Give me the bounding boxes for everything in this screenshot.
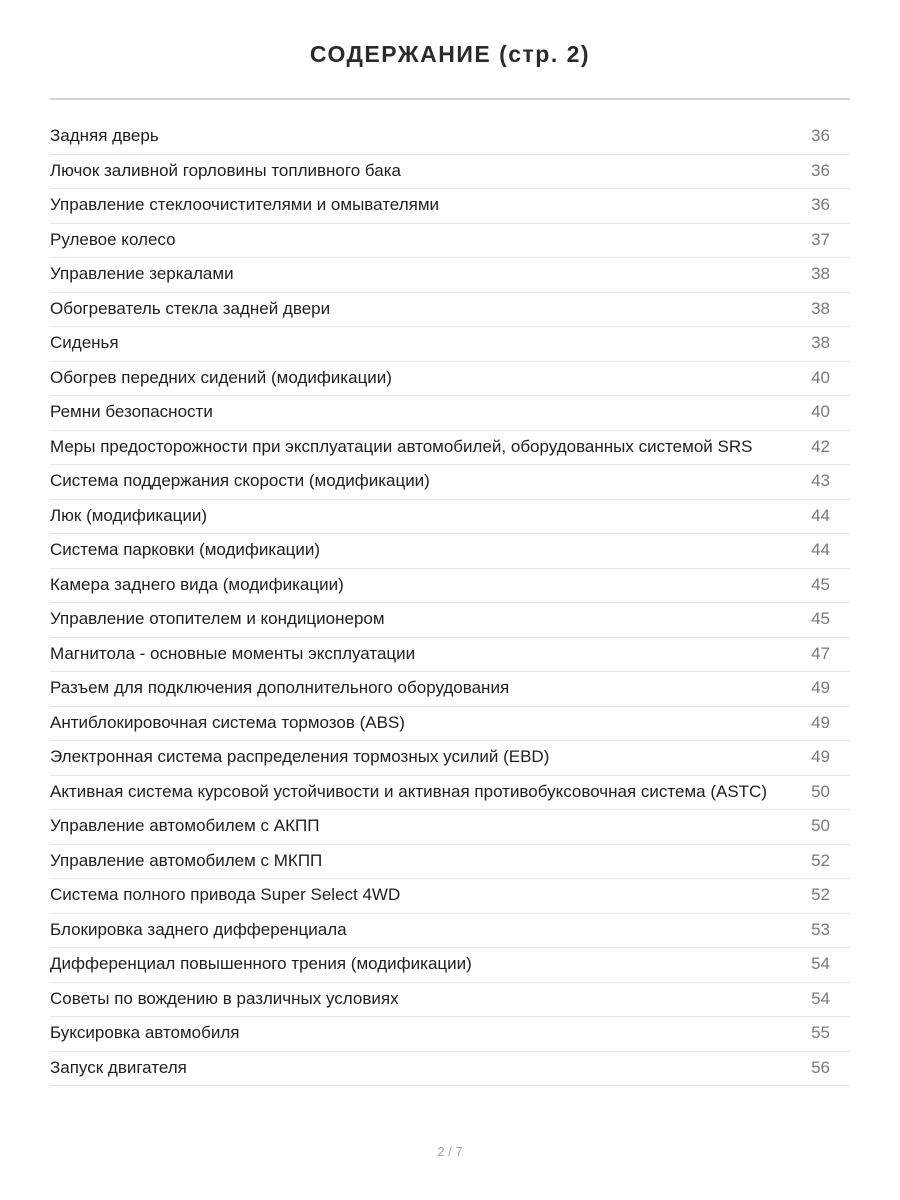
toc-list bbox=[50, 120, 850, 1086]
toc-entry[interactable] bbox=[50, 362, 850, 397]
toc-entry[interactable] bbox=[50, 1017, 850, 1052]
toc-entry-title: Управление стеклоочистителями и омывателями bbox=[50, 195, 439, 214]
toc-entry[interactable] bbox=[50, 879, 850, 914]
toc-entry-title: Камера заднего вида (модификации) bbox=[50, 574, 344, 594]
toc-entry-page-number: 53 bbox=[811, 919, 830, 939]
toc-entry[interactable] bbox=[50, 396, 850, 431]
toc-entry[interactable] bbox=[50, 534, 850, 569]
toc-entry-page-number: 50 bbox=[811, 781, 830, 801]
toc-entry[interactable] bbox=[50, 741, 850, 776]
toc-entry[interactable] bbox=[50, 155, 850, 190]
toc-entry-title: Система полного привода Super Select 4WD bbox=[50, 885, 401, 904]
toc-entry-title: Антиблокировочная система тормозов (ABS) bbox=[50, 712, 405, 732]
toc-entry-page-number: 38 bbox=[811, 333, 830, 352]
toc-entry-title: Система парковки (модификации) bbox=[50, 540, 321, 559]
title-divider bbox=[50, 98, 850, 100]
toc-entry-title: Магнитола - основные моменты эксплуатации bbox=[50, 643, 416, 663]
toc-entry-page-number: 49 bbox=[811, 747, 830, 766]
toc-entry-title: Ремни безопасности bbox=[50, 402, 213, 421]
page-title: СОДЕРЖАНИЕ (стр. 2) bbox=[309, 41, 591, 67]
toc-entry-page-number: 36 bbox=[811, 195, 830, 214]
toc-entry-page-number: 50 bbox=[811, 816, 830, 835]
toc-entry[interactable] bbox=[50, 983, 850, 1018]
toc-entry-page-number: 36 bbox=[811, 126, 830, 145]
toc-entry-page-number: 54 bbox=[811, 954, 830, 973]
toc-entry[interactable] bbox=[50, 1052, 850, 1087]
toc-entry-page-number: 36 bbox=[811, 160, 830, 180]
toc-entry[interactable] bbox=[50, 914, 850, 949]
toc-entry-title: Разъем для подключения дополнительного оборудования bbox=[50, 678, 510, 697]
toc-entry-page-number: 43 bbox=[811, 471, 830, 490]
toc-entry-page-number: 49 bbox=[811, 678, 830, 697]
toc-entry-page-number: 38 bbox=[811, 298, 830, 318]
toc-entry[interactable] bbox=[50, 845, 850, 880]
toc-entry-title: Управление зеркалами bbox=[50, 264, 234, 283]
toc-entry-page-number: 40 bbox=[811, 402, 830, 421]
toc-entry-page-number: 55 bbox=[811, 1023, 830, 1042]
page-counter: 2 / 7 bbox=[437, 1144, 463, 1159]
toc-entry-title: Система поддержания скорости (модификации) bbox=[50, 471, 430, 490]
toc-entry-page-number: 45 bbox=[811, 574, 830, 594]
toc-entry[interactable] bbox=[50, 569, 850, 604]
toc-entry[interactable] bbox=[50, 189, 850, 224]
toc-entry[interactable] bbox=[50, 638, 850, 673]
toc-entry[interactable] bbox=[50, 776, 850, 811]
toc-entry-page-number: 49 bbox=[811, 712, 830, 732]
toc-entry-page-number: 44 bbox=[811, 540, 830, 559]
toc-entry[interactable] bbox=[50, 603, 850, 638]
toc-entry-title: Дифференциал повышенного трения (модификации) bbox=[50, 954, 472, 973]
toc-entry-page-number: 52 bbox=[811, 850, 830, 870]
toc-entry[interactable] bbox=[50, 707, 850, 742]
toc-entry-page-number: 44 bbox=[811, 505, 830, 525]
toc-entry-page-number: 52 bbox=[811, 885, 830, 904]
toc-entry-page-number: 45 bbox=[811, 609, 830, 628]
toc-entry[interactable] bbox=[50, 327, 850, 362]
toc-entry-title: Рулевое колесо bbox=[50, 229, 176, 249]
toc-entry-title: Управление автомобилем с АКПП bbox=[50, 816, 320, 835]
toc-entry[interactable] bbox=[50, 224, 850, 259]
toc-entry-title: Электронная система распределения тормозных усилий (EBD) bbox=[50, 747, 550, 766]
toc-entry-page-number: 38 bbox=[811, 264, 830, 283]
toc-entry[interactable] bbox=[50, 258, 850, 293]
toc-entry[interactable] bbox=[50, 948, 850, 983]
toc-entry-title: Сиденья bbox=[50, 333, 119, 352]
toc-entry-page-number: 42 bbox=[811, 436, 830, 456]
toc-entry-title: Управление отопителем и кондиционером bbox=[50, 609, 385, 628]
toc-entry[interactable] bbox=[50, 500, 850, 535]
toc-entry-page-number: 54 bbox=[811, 988, 830, 1008]
toc-entry-title: Советы по вождению в различных условиях bbox=[50, 988, 399, 1008]
toc-entry-title: Буксировка автомобиля bbox=[50, 1023, 240, 1042]
toc-entry-title: Обогрев передних сидений (модификации) bbox=[50, 367, 392, 387]
toc-entry[interactable] bbox=[50, 293, 850, 328]
toc-entry-title: Меры предосторожности при эксплуатации автомобилей, оборудованных системой SRS bbox=[50, 436, 753, 456]
toc-entry[interactable] bbox=[50, 810, 850, 845]
toc-entry-title: Люк (модификации) bbox=[50, 505, 208, 525]
toc-entry[interactable] bbox=[50, 120, 850, 155]
toc-entry-title: Блокировка заднего дифференциала bbox=[50, 919, 347, 939]
toc-entry[interactable] bbox=[50, 465, 850, 500]
toc-entry-title: Запуск двигателя bbox=[50, 1057, 187, 1077]
toc-entry-page-number: 37 bbox=[811, 229, 830, 249]
toc-entry-title: Лючок заливной горловины топливного бака bbox=[50, 160, 401, 180]
toc-entry-title: Обогреватель стекла задней двери bbox=[50, 298, 331, 318]
toc-entry-title: Задняя дверь bbox=[50, 126, 159, 145]
toc-entry-page-number: 47 bbox=[811, 643, 830, 663]
toc-entry[interactable] bbox=[50, 431, 850, 466]
toc-entry[interactable] bbox=[50, 672, 850, 707]
toc-entry-page-number: 40 bbox=[811, 367, 830, 387]
toc-entry-title: Управление автомобилем с МКПП bbox=[50, 850, 323, 870]
toc-entry-page-number: 56 bbox=[811, 1057, 830, 1077]
toc-entry-title: Активная система курсовой устойчивости и активная противобуксовочная система (ASTC) bbox=[50, 781, 767, 801]
